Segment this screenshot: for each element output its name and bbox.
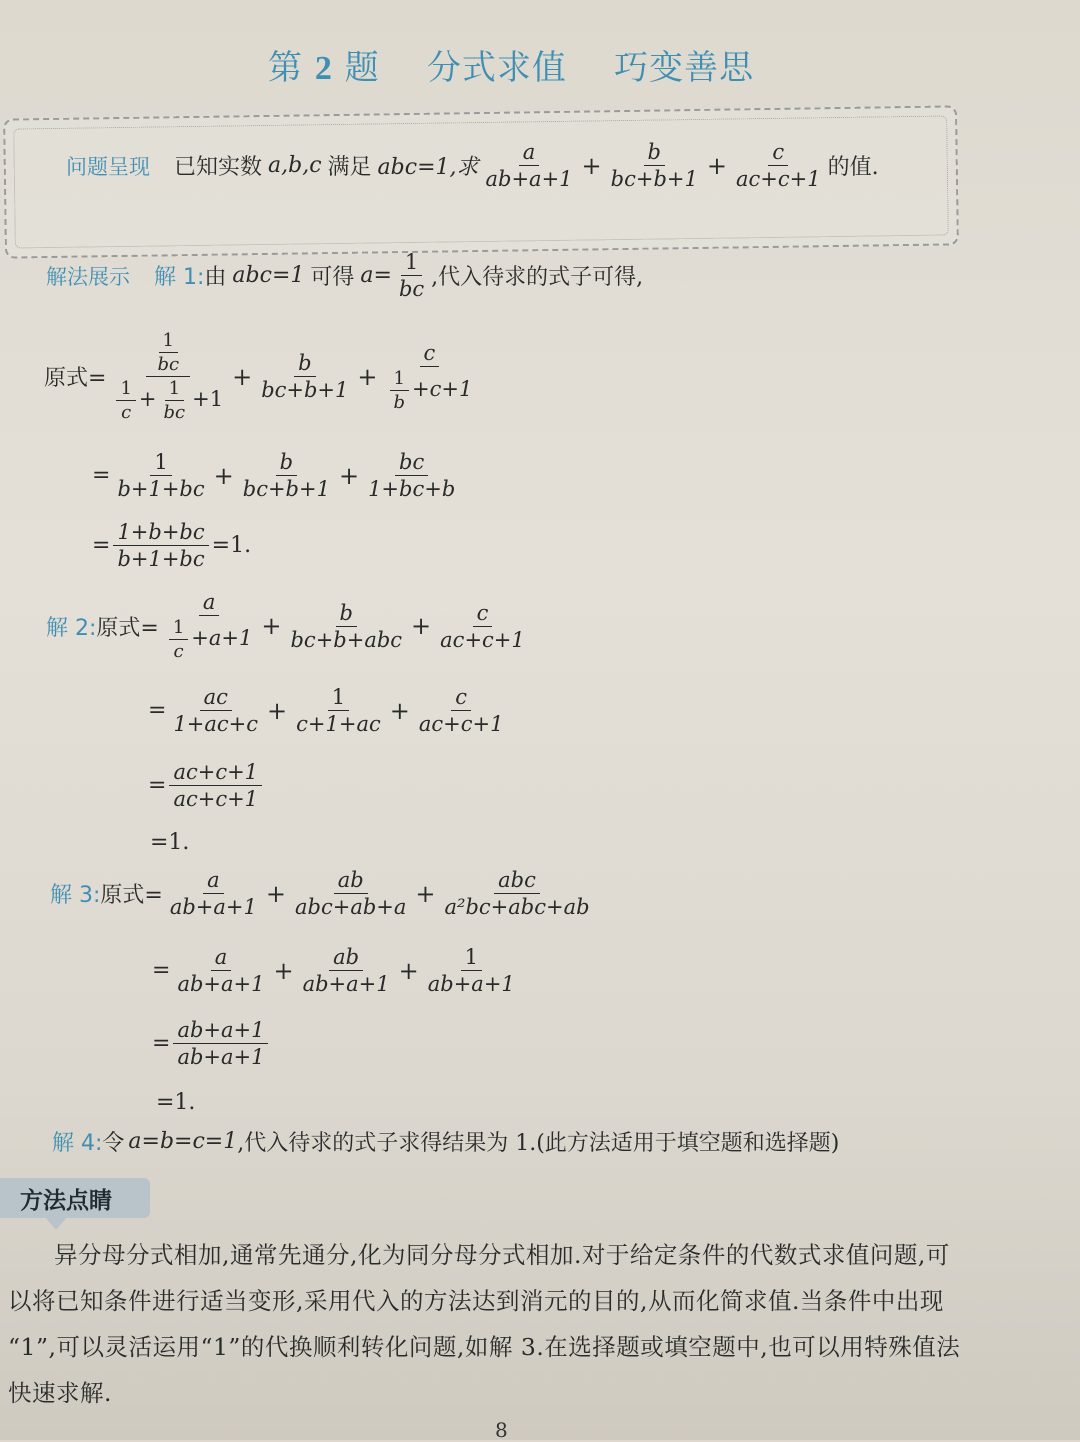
solution-1-line-3: = $\frac{1+b+bc}{b+1+bc}$ =1.	[92, 520, 252, 571]
solution-1-term-3: c $\frac{1}{b}$ +c+1	[383, 341, 477, 413]
page-title: 第 2 题 分式求值 巧变善思	[268, 48, 755, 88]
problem-statement: 问题呈现 已知实数 a,b,c 满足 abc=1,求 $\frac{a}{ab+a+1}$ + $\frac{b}{bc+b+1}$ + $\frac{c}{ac+c+1}$ 的值.	[66, 140, 879, 191]
solution-2-term-2: $\frac{b}{\text{bc+b+abc}}$	[290, 600, 403, 652]
solution-3-l2-term-3: $\frac{1}{ab+a+1}$	[427, 945, 515, 996]
solution-2-line-2: = $\frac{ac}{1+ac+c}$ + $\frac{1}{c+1+ac}$ + $\frac{c}{ac+c+1}$	[148, 685, 510, 736]
solution-2-line-3: = $\frac{ac+c+1}{ac+c+1}$	[148, 760, 265, 811]
solution-3-lead: 原式=	[100, 883, 163, 908]
solution-2-label: 解 2:	[46, 615, 97, 641]
solution-1-a: a=	[360, 263, 392, 288]
method-line-3: “1”,可以灵活运用“1”的代换顺利转化问题,如解 3.在选择题或填空题中,也可以用特殊值法	[8, 1333, 961, 1361]
problem-cond-pre: 满足	[327, 155, 372, 180]
solution-3-term-2: $\frac{ab}{\text{abc+ab+a}}$	[295, 868, 407, 919]
method-paragraph	[8, 1232, 1038, 1416]
problem-fraction-2: $\frac{b}{bc+b+1}$	[610, 140, 698, 191]
solution-2-lead: 原式=	[96, 615, 159, 641]
solution-1-text-a: 由	[204, 265, 227, 290]
problem-fraction-1: $\frac{a}{ab+a+1}$	[485, 140, 573, 191]
solution-3-l2-term-1: $\frac{a}{ab+a+1}$	[177, 945, 265, 996]
solution-4-eq: a=b=c=1	[128, 1129, 238, 1154]
solution-3-line-2: = $\frac{a}{ab+a+1}$ + $\frac{ab}{ab+a+1}$ + $\frac{1}{ab+a+1}$	[152, 945, 522, 996]
solution-1-l2-term-1: $\frac{1}{b+1+bc}$	[117, 450, 205, 501]
solution-3-line-3: = $\frac{ab+a+1}{ab+a+1}$	[152, 1018, 271, 1069]
solution-1-term-2: $\frac{b}{bc+b+1}$	[261, 351, 349, 402]
solution-1-a-fraction: $\frac{1}{bc}$	[398, 250, 425, 301]
solution-1-label: 解 1:	[154, 265, 205, 290]
method-tag: 方法点睛	[20, 1188, 112, 1214]
page-number: 8	[495, 1418, 508, 1442]
solution-2-l2-term-3: $\frac{c}{ac+c+1}$	[418, 685, 504, 736]
solution-2-result: =1.	[150, 830, 190, 855]
solution-1-lead: 原式=	[44, 366, 107, 391]
solution-1-cond: abc=1	[232, 263, 305, 288]
solution-4-label: 解 4:	[52, 1131, 103, 1156]
problem-fraction-3: $\frac{c}{ac+c+1}$	[735, 140, 821, 191]
solution-2-l2-term-2: $\frac{1}{c+1+ac}$	[296, 685, 381, 736]
solution-2-l2-term-1: $\frac{ac}{1+ac+c}$	[173, 685, 259, 736]
solution-3-term-1: $\frac{a}{ab+a+1}$	[169, 868, 257, 919]
solution-1-term-1: $\frac{1}{bc}$ $\frac{1}{c}$ + $\frac{1}{bc}$ +1	[109, 330, 227, 423]
solution-display-tag: 解法展示	[46, 264, 130, 289]
solution-3-label: 解 3:	[50, 883, 101, 908]
solution-1-l2-term-2: $\frac{b}{bc+b+1}$	[242, 450, 330, 501]
problem-intro: 已知实数	[174, 155, 263, 180]
solution-1-text-c: ,代入待求的式子可得,	[431, 265, 644, 290]
solution-1-line-2: = $\frac{1}{b+1+bc}$ + $\frac{b}{bc+b+1}$ + $\frac{bc}{1+bc+b}$	[92, 450, 462, 501]
solution-2-l3-fraction: $\frac{ac+c+1}{ac+c+1}$	[169, 760, 262, 811]
solution-4-text-a: 令	[102, 1131, 125, 1156]
solution-1-l3-fraction: $\frac{1+b+bc}{b+1+bc}$	[113, 520, 208, 571]
problem-tag: 问题呈现	[66, 154, 150, 179]
solution-1-l2-term-3: $\frac{bc}{1+bc+b}$	[368, 450, 456, 501]
solution-3-line-1: 解 3: 原式= $\frac{a}{ab+a+1}$ + $\frac{ab}{\text{abc+ab+a}}$ + $\frac{\text{abc}}{\text{a²bc+abc+ab}}$	[50, 868, 597, 919]
method-line-4: 快速求解.	[8, 1379, 112, 1407]
solution-4-line	[52, 1126, 839, 1157]
problem-cond: abc=1,求	[377, 155, 479, 180]
problem-tail: 的值.	[827, 155, 879, 180]
solution-1-line-1: 原式= $\frac{1}{bc}$ $\frac{1}{c}$ + $\frac{1}{bc}$ +1 + $\frac{b}{bc+b+1}$ + c $\frac{1}{b}$ +c+1	[44, 330, 479, 423]
solution-2-line-1: 解 2: 原式= a $\frac{1}{c}$ +a+1 + $\frac{b}{\text{bc+b+abc}}$ + $\frac{c}{ac+c+1}$	[46, 590, 532, 662]
method-line-2: 以将已知条件进行适当变形,采用代入的方法达到消元的目的,从而化简求值.当条件中出现	[8, 1287, 944, 1315]
solution-3-term-3: $\frac{\text{abc}}{\text{a²bc+abc+ab}}$	[444, 868, 590, 919]
problem-vars: a,b,c	[268, 153, 322, 178]
solution-3-l2-term-2: $\frac{ab}{ab+a+1}$	[302, 945, 390, 996]
solution-1-intro	[46, 250, 643, 301]
solution-3-l3-fraction: $\frac{ab+a+1}{ab+a+1}$	[173, 1018, 268, 1069]
solution-3-result: =1.	[156, 1090, 196, 1115]
method-tag-pointer	[44, 1216, 68, 1230]
solution-2-term-1: a $\frac{1}{c}$ +a+1	[162, 590, 257, 662]
method-line-1: 异分母分式相加,通常先通分,化为同分母分式相加.对于给定条件的代数式求值问题,可	[54, 1241, 950, 1269]
solution-1-text-b: 可得	[310, 265, 355, 290]
solution-4-text-b: ,代入待求的式子求得结果为 1.(此方法适用于填空题和选择题)	[237, 1131, 840, 1156]
solution-1-result: =1.	[211, 533, 252, 558]
solution-2-term-3: $\frac{c}{ac+c+1}$	[440, 600, 525, 652]
